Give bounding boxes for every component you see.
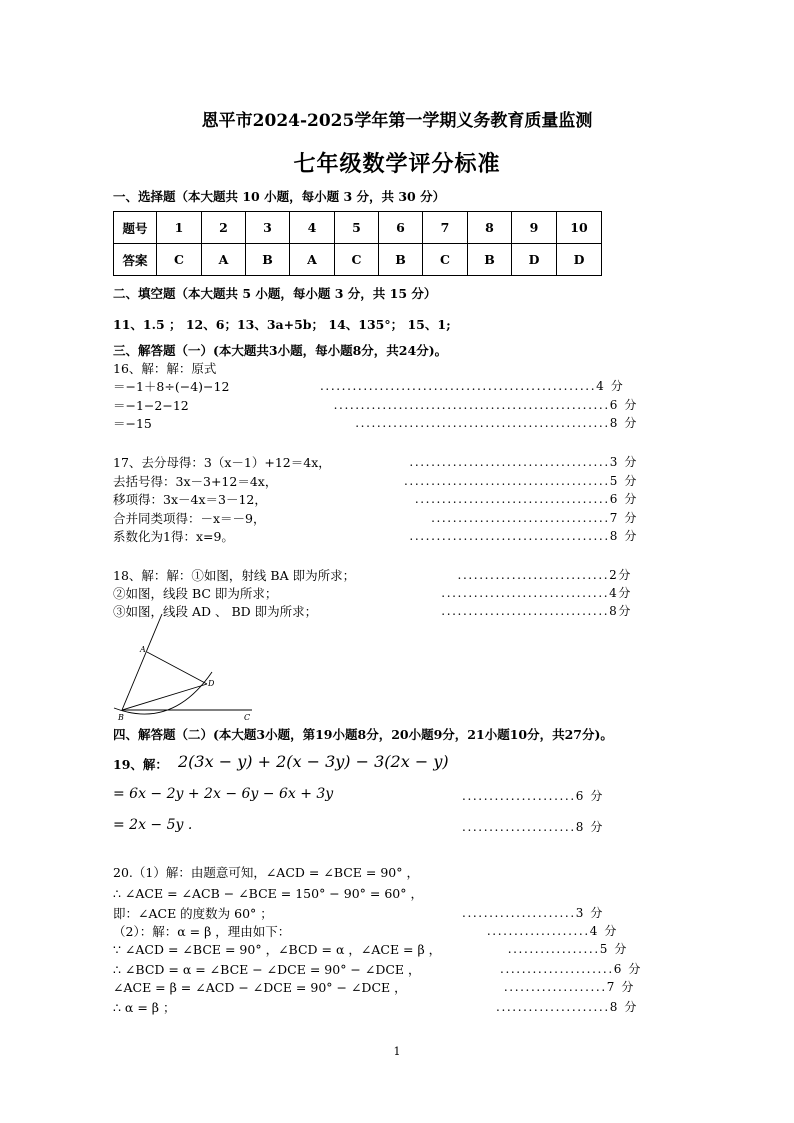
- q20-line: 即：∠ACE 的度数为 60° ；: [113, 906, 273, 921]
- q19-label: 19、解：: [113, 757, 168, 772]
- answer-table: [113, 211, 602, 276]
- q19-score: 8 分: [575, 820, 604, 834]
- document-subtitle: 七年级数学评分标准: [293, 151, 501, 177]
- q20-line: ∠ACE = β = ∠ACD − ∠DCE = 90° − ∠DCE ，: [113, 980, 407, 995]
- table-cell: 7: [423, 212, 468, 244]
- q20-line: ∵ ∠ACD = ∠BCE = 90° ，∠BCD = α ，∠ACE = β ，: [113, 942, 442, 957]
- table-cell: D: [557, 244, 602, 276]
- q20-score: 8 分: [609, 1000, 638, 1014]
- q17-line: 去括号得：3x－3+12＝4x，: [113, 474, 278, 489]
- ray-ba: [122, 614, 162, 710]
- fill-in-answers: 11、1.5 ； 12、6；13、3a+5b； 14、135°； 15、1;: [113, 317, 451, 332]
- table-cell: 2: [202, 212, 246, 244]
- q20-line: ∴ ∠ACE = ∠ACB − ∠BCE = 150° − 90° = 60° ，: [113, 886, 423, 901]
- q16-line: ＝−15: [113, 416, 152, 431]
- table-cell: A: [202, 244, 246, 276]
- table-cell: 3: [246, 212, 290, 244]
- q18-line: 18、解：解：①如图，射线 BA 即为所求；: [113, 568, 356, 583]
- segment-bd: [122, 684, 207, 710]
- table-header-cell: 题号: [114, 212, 157, 244]
- table-cell: 9: [512, 212, 557, 244]
- section1-heading: 一、选择题（本大题共 10 小题，每小题 3 分，共 30 分）: [113, 189, 446, 204]
- q20-line: ∴ ∠BCD = α = ∠BCE − ∠DCE = 90° − ∠DCE ，: [113, 962, 421, 977]
- table-cell: B: [468, 244, 512, 276]
- q20-line: 20.（1）解：由题意可知，∠ACD = ∠BCE = 90° ，: [113, 865, 419, 880]
- q20-line: ∴ α = β ；: [113, 1000, 176, 1015]
- section4-heading: 四、解答题（二）(本大题3小题，第19小题8分，20小题9分，21小题10分，共27分)。: [113, 727, 613, 742]
- label-a: A: [140, 645, 146, 654]
- q17-score: 8 分: [609, 529, 638, 543]
- q18-score: 2分: [609, 568, 632, 582]
- label-d: D: [208, 679, 215, 688]
- document-title: 恩平市2024-2025学年第一学期义务教育质量监测: [201, 111, 593, 131]
- q17-score: 6 分: [609, 492, 638, 506]
- q17-score: 7 分: [609, 511, 638, 525]
- q16-line: ＝−1＋8÷(−4)−12: [113, 379, 230, 394]
- q16-score: 6 分: [609, 398, 638, 412]
- q19-expression: 2(3x − y) + 2(x − 3y) − 3(2x − y): [178, 752, 449, 771]
- label-c: C: [244, 713, 251, 722]
- table-cell: D: [512, 244, 557, 276]
- table-header-cell: 答案: [114, 244, 157, 276]
- table-cell: A: [290, 244, 335, 276]
- q18-line: ③如图，线段 AD 、 BD 即为所求；: [113, 604, 318, 619]
- q20-line: （2）：解：α = β ，理由如下：: [113, 924, 291, 939]
- q17-score: 3 分: [609, 455, 638, 469]
- q17-line: 合并同类项得：－x＝－9，: [113, 511, 266, 526]
- table-cell: 4: [290, 212, 335, 244]
- label-b: B: [118, 713, 124, 722]
- section3-heading: 三、解答题（一）(本大题共3小题，每小题8分，共24分)。: [113, 343, 448, 358]
- q16-line: 16、解：解：原式: [113, 361, 217, 376]
- section2-heading: 二、填空题（本大题共 5 小题，每小题 3 分，共 15 分）: [113, 286, 437, 301]
- segment-ad: [147, 652, 207, 684]
- q16-score: 4 分: [596, 379, 625, 393]
- table-cell: C: [335, 244, 379, 276]
- q20-score: 4 分: [589, 924, 618, 938]
- q20-score: 6 分: [613, 962, 642, 976]
- table-cell: C: [157, 244, 202, 276]
- q20-score: 3 分: [575, 906, 604, 920]
- q20-score: 7 分: [606, 980, 635, 994]
- q20-score: 5 分: [599, 942, 628, 956]
- q16-score: 8 分: [609, 416, 638, 430]
- table-row-answers: [114, 244, 602, 276]
- q17-line: 移项得：3x－4x＝3－12，: [113, 492, 267, 507]
- q19-score: 6 分: [575, 789, 604, 803]
- q16-line: ＝−1−2−12: [113, 398, 189, 413]
- table-cell: 6: [379, 212, 423, 244]
- table-row-numbers: [114, 212, 602, 244]
- q19-line: = 2x − 5y .: [113, 817, 193, 833]
- table-cell: B: [379, 244, 423, 276]
- table-cell: 8: [468, 212, 512, 244]
- table-cell: C: [423, 244, 468, 276]
- q17-score: 5 分: [609, 474, 638, 488]
- q17-line: 系数化为1得：x=9。: [113, 529, 234, 544]
- q17-line: 17、去分母得：3（x－1）+12＝4x，: [113, 455, 331, 470]
- q18-score: 8分: [609, 604, 632, 618]
- table-cell: 5: [335, 212, 379, 244]
- table-cell: B: [246, 244, 290, 276]
- table-cell: 10: [557, 212, 602, 244]
- q18-geometry-figure: [112, 612, 262, 724]
- q19-line: = 6x − 2y + 2x − 6y − 6x + 3y: [113, 786, 334, 802]
- q18-score: 4分: [609, 586, 632, 600]
- q18-line: ②如图，线段 BC 即为所求；: [113, 586, 278, 601]
- table-cell: 1: [157, 212, 202, 244]
- page-number: 1: [393, 1045, 401, 1058]
